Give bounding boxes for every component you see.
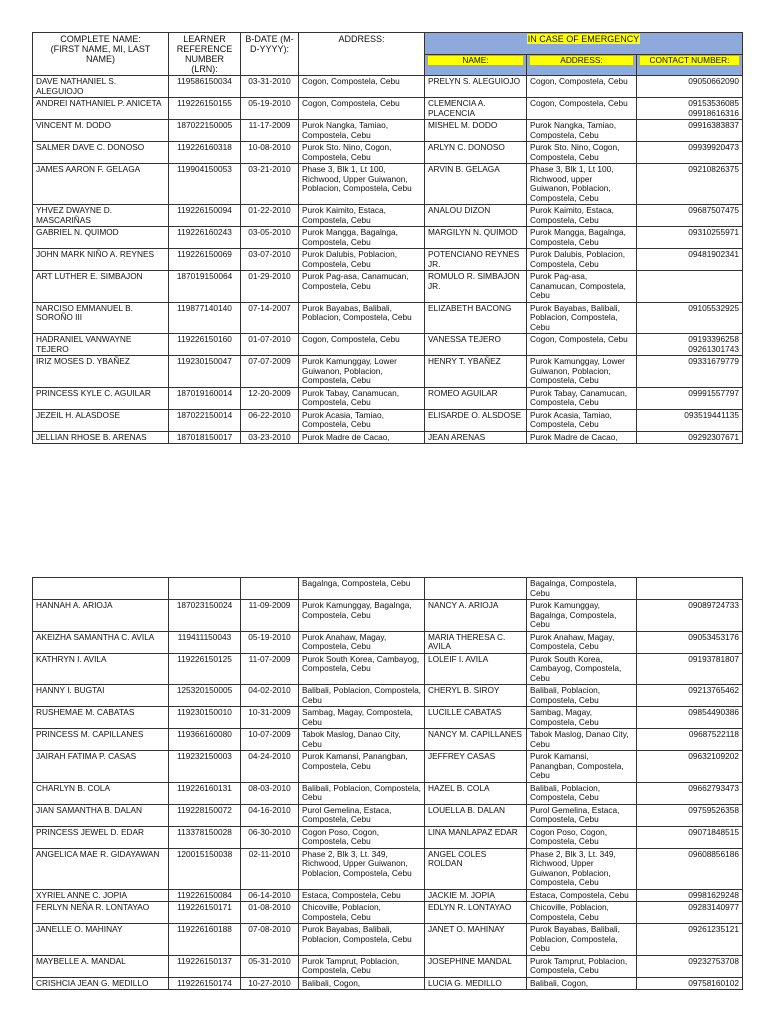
student-name: KATHRYN I. AVILA bbox=[33, 653, 169, 685]
table-row bbox=[33, 631, 743, 653]
student-name: JEZEIL H. ALASDOSE bbox=[33, 409, 169, 431]
emergency-contact: 09916383837 bbox=[637, 120, 743, 142]
emergency-name: CHERYL B. SIROY bbox=[425, 685, 527, 707]
student-name: PRINCESS KYLE C. AGUILAR bbox=[33, 387, 169, 409]
student-name: JAMES AARON F. GELAGA bbox=[33, 164, 169, 205]
address: Purol Gemelina, Estaca, Compostela, Cebu bbox=[299, 804, 425, 826]
lrn: 119226160188 bbox=[169, 924, 241, 956]
emergency-name: ROMEO AGUILAR bbox=[425, 387, 527, 409]
emergency-address: Phase 3, Blk 1, Lt 100, Richwood, upper Guiwanon, Poblacion, Compostela, Cebu bbox=[527, 164, 637, 205]
address: Bagalnga, Compostela, Cebu bbox=[299, 578, 425, 600]
emergency-address: Chicoville, Poblacion, Compostela, Cebu bbox=[527, 902, 637, 924]
address: Cogon, Compostela, Cebu bbox=[299, 334, 425, 356]
lrn: 119226150155 bbox=[169, 98, 241, 120]
student-name: JELLIAN RHOSE B. ARENAS bbox=[33, 431, 169, 444]
address: Cogon Poso, Cogon, Compostela, Cebu bbox=[299, 826, 425, 848]
emergency-name: LOUELLA B. DALAN bbox=[425, 804, 527, 826]
emergency-contact: 09261235121 bbox=[637, 924, 743, 956]
student-name: AKEIZHA SAMANTHA C. AVILA bbox=[33, 631, 169, 653]
address: Purok Acasia, Tamiao, Compostela, Cebu bbox=[299, 409, 425, 431]
emergency-name: MARGILYN N. QUIMOD bbox=[425, 227, 527, 249]
emergency-address: Bagalnga, Compostela, Cebu bbox=[527, 578, 637, 600]
student-name: IRIZ MOSES D. YBAÑEZ bbox=[33, 356, 169, 388]
emergency-name: LUCIA G. MEDILLO bbox=[425, 977, 527, 990]
emergency-address: Phase 2, Blk 3, Lt. 349, Richwood, Upper Guiwanon, Poblacion, Compostela, Cebu bbox=[527, 848, 637, 889]
lrn bbox=[169, 578, 241, 600]
header-lrn: LEARNER REFERENCE NUMBER (LRN): bbox=[169, 33, 241, 76]
lrn: 119904150053 bbox=[169, 164, 241, 205]
emergency-contact bbox=[637, 271, 743, 303]
emergency-name: HENRY T. YBAÑEZ bbox=[425, 356, 527, 388]
table-row bbox=[33, 142, 743, 164]
lrn: 119228150072 bbox=[169, 804, 241, 826]
address: Purok Kamansi, Panangban, Compostela, Cebu bbox=[299, 751, 425, 783]
lrn: 119877140140 bbox=[169, 302, 241, 334]
student-name: JOHN MARK NIÑO A. REYNES bbox=[33, 249, 169, 271]
table-row bbox=[33, 249, 743, 271]
student-name: HANNY I. BUGTAI bbox=[33, 685, 169, 707]
emergency-name: ARVIN B. GELAGA bbox=[425, 164, 527, 205]
address: Purok Pag-asa, Canamucan, Compostela, Cebu bbox=[299, 271, 425, 303]
lrn: 120015150038 bbox=[169, 848, 241, 889]
emergency-name: ELISARDE O. ALSDOSE bbox=[425, 409, 527, 431]
address: Purok Tamprut, Poblacion, Compostela, Cebu bbox=[299, 955, 425, 977]
birth-date: 05-19-2010 bbox=[241, 98, 299, 120]
emergency-address: Purok Mangga, Bagalnga, Compostela, Cebu bbox=[527, 227, 637, 249]
table-row bbox=[33, 164, 743, 205]
emergency-contact: 09283140977 bbox=[637, 902, 743, 924]
emergency-name: JACKIE M. JOPIA bbox=[425, 889, 527, 902]
emergency-contact: 09050662090 bbox=[637, 76, 743, 98]
lrn: 119226150174 bbox=[169, 977, 241, 990]
address: Purok Kaimito, Estaca, Compostela, Cebu bbox=[299, 205, 425, 227]
emergency-address: Purok South Korea, Cambayog, Compostela, Cebu bbox=[527, 653, 637, 685]
birth-date: 02-11-2010 bbox=[241, 848, 299, 889]
emergency-address: Balibali, Cogon, bbox=[527, 977, 637, 990]
birth-date: 06-14-2010 bbox=[241, 889, 299, 902]
emergency-contact: 09758160102 bbox=[637, 977, 743, 990]
emergency-name: HAZEL B. COLA bbox=[425, 782, 527, 804]
emergency-name: ARLYN C. DONOSO bbox=[425, 142, 527, 164]
address: Phase 2, Blk 3, Lt. 349, Richwood, Upper Guiwanon, Poblacion, Compostela, Cebu bbox=[299, 848, 425, 889]
emergency-name: JANET O. MAHINAY bbox=[425, 924, 527, 956]
student-name: VINCENT M. DODO bbox=[33, 120, 169, 142]
birth-date: 10-07-2009 bbox=[241, 729, 299, 751]
emergency-name: LUCILLE CABATAS bbox=[425, 707, 527, 729]
emergency-name: ROMULO R. SIMBAJON JR. bbox=[425, 271, 527, 303]
birth-date: 04-16-2010 bbox=[241, 804, 299, 826]
address: Purok Sto. Nino, Cogon, Compostela, Cebu bbox=[299, 142, 425, 164]
emergency-address: Balibali, Poblacion, Compostela, Cebu bbox=[527, 685, 637, 707]
student-name: MAYBELLE A. MANDAL bbox=[33, 955, 169, 977]
table-row bbox=[33, 302, 743, 334]
table-row bbox=[33, 804, 743, 826]
table-row bbox=[33, 76, 743, 98]
birth-date: 06-30-2010 bbox=[241, 826, 299, 848]
header-emergency: IN CASE OF EMERGENCY bbox=[425, 33, 743, 55]
lrn: 119230150047 bbox=[169, 356, 241, 388]
student-name: JAIRAH FATIMA P. CASAS bbox=[33, 751, 169, 783]
emergency-address: Purok Bayabas, Balibali, Poblacion, Compostela, Cebu bbox=[527, 302, 637, 334]
address: Purok Dalubis, Poblacion, Compostela, Cebu bbox=[299, 249, 425, 271]
address: Purok Bayabas, Balibali, Poblacion, Compostela, Cebu bbox=[299, 924, 425, 956]
address: Purok Tabay, Canamucan, Compostela, Cebu bbox=[299, 387, 425, 409]
student-name bbox=[33, 578, 169, 600]
student-name: HANNAH A. ARIOJA bbox=[33, 600, 169, 632]
header-emergency-contact: CONTACT NUMBER: bbox=[637, 54, 743, 75]
table-row bbox=[33, 707, 743, 729]
table-row bbox=[33, 977, 743, 990]
lrn: 119226160318 bbox=[169, 142, 241, 164]
birth-date: 07-08-2010 bbox=[241, 924, 299, 956]
emergency-address: Purol Gemelina, Estaca, Compostela, Cebu bbox=[527, 804, 637, 826]
lrn: 119226160131 bbox=[169, 782, 241, 804]
birth-date: 10-08-2010 bbox=[241, 142, 299, 164]
birth-date: 10-31-2009 bbox=[241, 707, 299, 729]
table-row bbox=[33, 955, 743, 977]
emergency-address: Purok Acasia, Tamiao, Compostela, Cebu bbox=[527, 409, 637, 431]
table-row bbox=[33, 685, 743, 707]
lrn: 119226150069 bbox=[169, 249, 241, 271]
emergency-contact: 09981629248 bbox=[637, 889, 743, 902]
birth-date: 03-05-2010 bbox=[241, 227, 299, 249]
emergency-address: Estaca, Compostela, Cebu bbox=[527, 889, 637, 902]
emergency-contact: 09210826375 bbox=[637, 164, 743, 205]
emergency-contact: 09759526358 bbox=[637, 804, 743, 826]
address: Balibali, Poblacion, Compostela, Cebu bbox=[299, 685, 425, 707]
emergency-contact: 09481902341 bbox=[637, 249, 743, 271]
address: Purok Kamunggay, Bagalnga, Compostela, Cebu bbox=[299, 600, 425, 632]
header-emergency-address: ADDRESS: bbox=[527, 54, 637, 75]
address: Chicoville, Poblacion, Compostela, Cebu bbox=[299, 902, 425, 924]
birth-date: 04-24-2010 bbox=[241, 751, 299, 783]
birth-date: 03-07-2010 bbox=[241, 249, 299, 271]
lrn: 125320150005 bbox=[169, 685, 241, 707]
student-roster-table-2 bbox=[32, 577, 743, 990]
emergency-contact: 09687522118 bbox=[637, 729, 743, 751]
emergency-name: CLEMENCIA A. PLACENCIA bbox=[425, 98, 527, 120]
emergency-contact: 09105532925 bbox=[637, 302, 743, 334]
emergency-contact: 09632109202 bbox=[637, 751, 743, 783]
birth-date: 10-27-2010 bbox=[241, 977, 299, 990]
birth-date: 12-20-2009 bbox=[241, 387, 299, 409]
birth-date: 03-23-2010 bbox=[241, 431, 299, 444]
birth-date: 08-03-2010 bbox=[241, 782, 299, 804]
birth-date: 07-14-2007 bbox=[241, 302, 299, 334]
emergency-name: JEAN ARENAS bbox=[425, 431, 527, 444]
student-name: JANELLE O. MAHINAY bbox=[33, 924, 169, 956]
emergency-name: MARIA THERESA C. AVILA bbox=[425, 631, 527, 653]
emergency-contact: 09608856186 bbox=[637, 848, 743, 889]
lrn: 119232150003 bbox=[169, 751, 241, 783]
lrn: 119226150094 bbox=[169, 205, 241, 227]
lrn: 119226150084 bbox=[169, 889, 241, 902]
table-row bbox=[33, 653, 743, 685]
table-row bbox=[33, 120, 743, 142]
emergency-address: Purok Madre de Cacao, bbox=[527, 431, 637, 444]
address: Purok Kamunggay, Lower Guiwanon, Poblacion, Compostela, Cebu bbox=[299, 356, 425, 388]
student-name: FERLYN NEÑA R. LONTAYAO bbox=[33, 902, 169, 924]
lrn: 119226150171 bbox=[169, 902, 241, 924]
birth-date: 01-07-2010 bbox=[241, 334, 299, 356]
table-row bbox=[33, 271, 743, 303]
emergency-contact: 09153536085 09918616316 bbox=[637, 98, 743, 120]
student-name: NARCISO EMMANUEL B. SOROÑO III bbox=[33, 302, 169, 334]
birth-date: 01-08-2010 bbox=[241, 902, 299, 924]
birth-date: 11-17-2009 bbox=[241, 120, 299, 142]
emergency-name: LINA MANLAPAZ EDAR bbox=[425, 826, 527, 848]
header-row bbox=[33, 33, 743, 55]
emergency-address: Purok Nangka, Tamiao, Compostela, Cebu bbox=[527, 120, 637, 142]
table-2-body bbox=[33, 578, 743, 990]
lrn: 119226160243 bbox=[169, 227, 241, 249]
birth-date: 03-21-2010 bbox=[241, 164, 299, 205]
emergency-contact: 09053453176 bbox=[637, 631, 743, 653]
address: Purok Nangka, Tamiao, Compostela, Cebu bbox=[299, 120, 425, 142]
table-row bbox=[33, 924, 743, 956]
student-name: YHVEZ DWAYNE D. MASCARIÑAS bbox=[33, 205, 169, 227]
lrn: 119230150010 bbox=[169, 707, 241, 729]
table-row bbox=[33, 826, 743, 848]
birth-date bbox=[241, 578, 299, 600]
table-row bbox=[33, 205, 743, 227]
student-name: RUSHEMAE M. CABATAS bbox=[33, 707, 169, 729]
emergency-contact: 09331679779 bbox=[637, 356, 743, 388]
emergency-name: LOLEIF I. AVILA bbox=[425, 653, 527, 685]
lrn: 187023150024 bbox=[169, 600, 241, 632]
lrn: 119226150160 bbox=[169, 334, 241, 356]
address: Tabok Maslog, Danao City, Cebu bbox=[299, 729, 425, 751]
student-name: ART LUTHER E. SIMBAJON bbox=[33, 271, 169, 303]
emergency-contact: 09939920473 bbox=[637, 142, 743, 164]
table-row bbox=[33, 729, 743, 751]
lrn: 187019160014 bbox=[169, 387, 241, 409]
address: Estaca, Compostela, Cebu bbox=[299, 889, 425, 902]
emergency-address: Purok Kamansi, Panangban, Compostela, Cebu bbox=[527, 751, 637, 783]
emergency-address: Cogon Poso, Cogon, Compostela, Cebu bbox=[527, 826, 637, 848]
emergency-name: ANGEL COLES ROLDAN bbox=[425, 848, 527, 889]
emergency-contact: 09687507475 bbox=[637, 205, 743, 227]
emergency-name: PRELYN S. ALEGUIOJO bbox=[425, 76, 527, 98]
emergency-name: JOSEPHINE MANDAL bbox=[425, 955, 527, 977]
emergency-address: Purok Bayabas, Balibali, Poblacion, Compostela, Cebu bbox=[527, 924, 637, 956]
emergency-address: Cogon, Compostela, Cebu bbox=[527, 76, 637, 98]
table-row bbox=[33, 356, 743, 388]
lrn: 187019150064 bbox=[169, 271, 241, 303]
address: Balibali, Cogon, bbox=[299, 977, 425, 990]
emergency-address: Purok Kaimito, Estaca, Compostela, Cebu bbox=[527, 205, 637, 227]
lrn: 187018150017 bbox=[169, 431, 241, 444]
table-row bbox=[33, 782, 743, 804]
birth-date: 11-07-2009 bbox=[241, 653, 299, 685]
emergency-name: EDLYN R. LONTAYAO bbox=[425, 902, 527, 924]
emergency-name: POTENCIANO REYNES JR. bbox=[425, 249, 527, 271]
emergency-address: Cogon, Compostela, Cebu bbox=[527, 98, 637, 120]
emergency-address: Balibali, Poblacion, Compostela, Cebu bbox=[527, 782, 637, 804]
emergency-contact: 09292307671 bbox=[637, 431, 743, 444]
emergency-address: Tabok Maslog, Danao City, Cebu bbox=[527, 729, 637, 751]
address: Sambag, Magay, Compostela, Cebu bbox=[299, 707, 425, 729]
emergency-name bbox=[425, 578, 527, 600]
birth-date: 07-07-2009 bbox=[241, 356, 299, 388]
lrn: 119366160080 bbox=[169, 729, 241, 751]
student-name: ANDREI NATHANIEL P. ANICETA bbox=[33, 98, 169, 120]
student-name: CRISHCIA JEAN G. MEDILLO bbox=[33, 977, 169, 990]
student-name: DAVE NATHANIEL S. ALEGUIOJO bbox=[33, 76, 169, 98]
emergency-contact: 093519441135 bbox=[637, 409, 743, 431]
student-name: GABRIEL N. QUIMOD bbox=[33, 227, 169, 249]
emergency-name: VANESSA TEJERO bbox=[425, 334, 527, 356]
emergency-address: Purok Tabay, Canamucan, Compostela, Cebu bbox=[527, 387, 637, 409]
emergency-contact: 09662793473 bbox=[637, 782, 743, 804]
student-name: JIAN SAMANTHA B. DALAN bbox=[33, 804, 169, 826]
emergency-contact: 09232753708 bbox=[637, 955, 743, 977]
emergency-name: NANCY A. ARIOJA bbox=[425, 600, 527, 632]
address: Cogon, Compostela, Cebu bbox=[299, 98, 425, 120]
student-name: SALMER DAVE C. DONOSO bbox=[33, 142, 169, 164]
emergency-contact: 09193396258 09261301743 bbox=[637, 334, 743, 356]
student-name: XYRIEL ANNE C. JOPIA bbox=[33, 889, 169, 902]
emergency-address: Purok Tamprut, Poblacion, Compostela, Cebu bbox=[527, 955, 637, 977]
birth-date: 04-02-2010 bbox=[241, 685, 299, 707]
student-name: CHARLYN B. COLA bbox=[33, 782, 169, 804]
lrn: 119411150043 bbox=[169, 631, 241, 653]
lrn: 187022150014 bbox=[169, 409, 241, 431]
emergency-contact: 09991557797 bbox=[637, 387, 743, 409]
birth-date: 05-19-2010 bbox=[241, 631, 299, 653]
emergency-contact: 09071848515 bbox=[637, 826, 743, 848]
address: Cogon, Compostela, Cebu bbox=[299, 76, 425, 98]
table-row bbox=[33, 387, 743, 409]
student-name: ANGELICA MAE R. GIDAYAWAN bbox=[33, 848, 169, 889]
student-roster-table-1 bbox=[32, 32, 743, 444]
emergency-contact bbox=[637, 578, 743, 600]
emergency-address: Purok Kamunggay, Bagalnga, Compostela, Cebu bbox=[527, 600, 637, 632]
header-complete-name: COMPLETE NAME: (FIRST NAME, MI, LAST NAME) bbox=[33, 33, 169, 76]
header-bdate: B-DATE (M-D-YYYY): bbox=[241, 33, 299, 76]
birth-date: 05-31-2010 bbox=[241, 955, 299, 977]
address: Purok Madre de Cacao, bbox=[299, 431, 425, 444]
student-name: PRINCESS M. CAPILLANES bbox=[33, 729, 169, 751]
birth-date: 01-29-2010 bbox=[241, 271, 299, 303]
emergency-name: JEFFREY CASAS bbox=[425, 751, 527, 783]
emergency-address: Purok Anahaw, Magay, Compostela, Cebu bbox=[527, 631, 637, 653]
table-row bbox=[33, 848, 743, 889]
birth-date: 06-22-2010 bbox=[241, 409, 299, 431]
emergency-contact: 09193781807 bbox=[637, 653, 743, 685]
table-row bbox=[33, 98, 743, 120]
emergency-address: Purok Kamunggay, Lower Guiwanon, Poblacion, Compostela, Cebu bbox=[527, 356, 637, 388]
table-row bbox=[33, 889, 743, 902]
emergency-contact: 09310255971 bbox=[637, 227, 743, 249]
address: Purok South Korea, Cambayog, Compostela, Cebu bbox=[299, 653, 425, 685]
emergency-contact: 09854490386 bbox=[637, 707, 743, 729]
emergency-name: ANALOU DIZON bbox=[425, 205, 527, 227]
lrn: 187022150005 bbox=[169, 120, 241, 142]
emergency-address: Purok Pag-asa, Canamucan, Compostela, Cebu bbox=[527, 271, 637, 303]
birth-date: 11-09-2009 bbox=[241, 600, 299, 632]
table-row bbox=[33, 334, 743, 356]
lrn: 119226150125 bbox=[169, 653, 241, 685]
address: Purok Mangga, Bagalnga, Compostela, Cebu bbox=[299, 227, 425, 249]
header-emergency-name: NAME: bbox=[425, 54, 527, 75]
emergency-contact: 09213765462 bbox=[637, 685, 743, 707]
table-row bbox=[33, 902, 743, 924]
header-address: ADDRESS: bbox=[299, 33, 425, 76]
student-name: PRINCESS JEWEL D. EDAR bbox=[33, 826, 169, 848]
address: Balibali, Poblacion, Compostela, Cebu bbox=[299, 782, 425, 804]
lrn: 119226150137 bbox=[169, 955, 241, 977]
student-name: HADRANIEL VANWAYNE TEJERO bbox=[33, 334, 169, 356]
birth-date: 03-31-2010 bbox=[241, 76, 299, 98]
birth-date: 01-22-2010 bbox=[241, 205, 299, 227]
table-row bbox=[33, 751, 743, 783]
lrn: 119586150034 bbox=[169, 76, 241, 98]
emergency-name: ELIZABETH BACONG bbox=[425, 302, 527, 334]
emergency-contact: 09089724733 bbox=[637, 600, 743, 632]
emergency-address: Purok Dalubis, Poblacion, Compostela, Cebu bbox=[527, 249, 637, 271]
address: Phase 3, Blk 1, Lt 100, Richwood, Upper Guiwanon, Poblacion, Compostela, Cebu bbox=[299, 164, 425, 205]
emergency-address: Cogon, Compostela, Cebu bbox=[527, 334, 637, 356]
lrn: 113378150028 bbox=[169, 826, 241, 848]
table-row bbox=[33, 431, 743, 444]
table-row bbox=[33, 227, 743, 249]
emergency-address: Purok Sto. Nino, Cogon, Compostela, Cebu bbox=[527, 142, 637, 164]
address: Purok Bayabas, Balibali, Poblacion, Compostela, Cebu bbox=[299, 302, 425, 334]
emergency-name: NANCY M. CAPILLANES bbox=[425, 729, 527, 751]
table-row bbox=[33, 578, 743, 600]
table-row bbox=[33, 409, 743, 431]
table-1-body bbox=[33, 76, 743, 444]
address: Purok Anahaw, Magay, Compostela, Cebu bbox=[299, 631, 425, 653]
table-row bbox=[33, 600, 743, 632]
emergency-address: Sambag, Magay, Compostela, Cebu bbox=[527, 707, 637, 729]
emergency-name: MISHEL M. DODO bbox=[425, 120, 527, 142]
